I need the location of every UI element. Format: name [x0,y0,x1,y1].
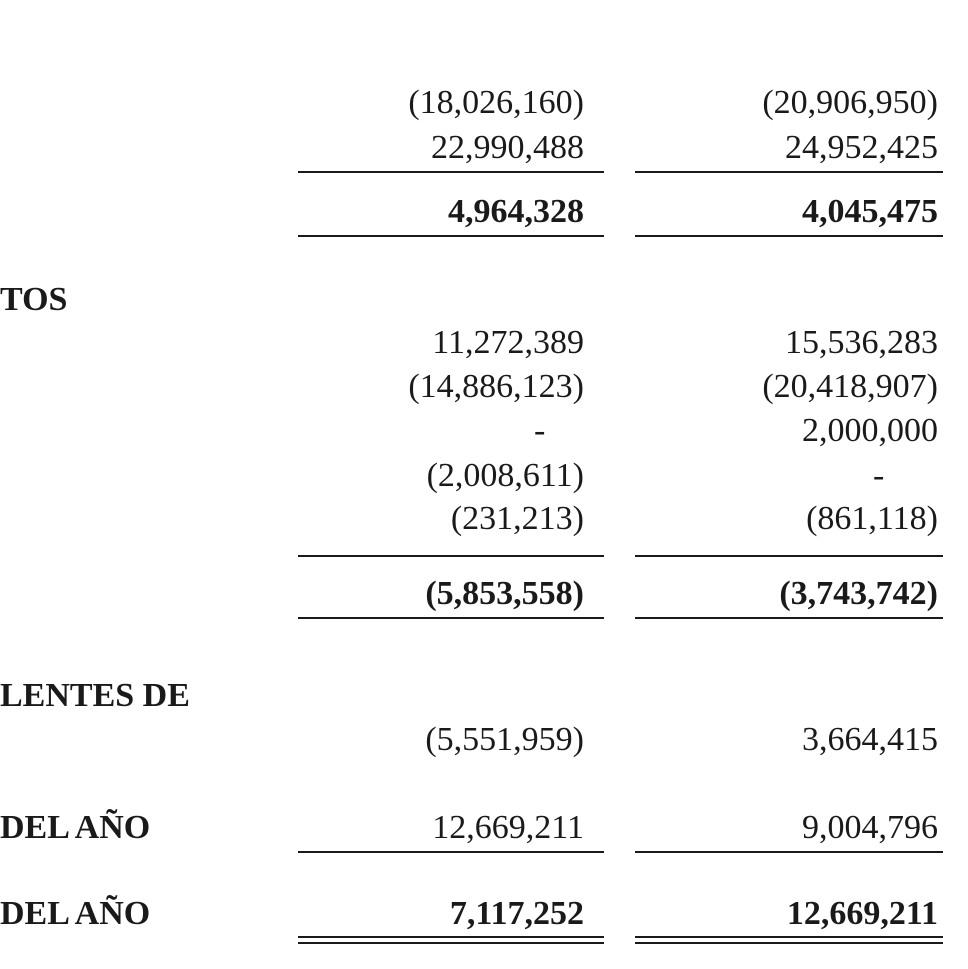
row-5-col-b: 2,000,000 [802,412,938,449]
row-6-col-a: (2,008,611) [426,457,584,494]
subtotal-1-col-a: 4,964,328 [448,193,584,230]
row-2-col-a: 22,990,488 [431,129,584,166]
beginning-year-col-b: 9,004,796 [802,809,938,846]
rule-subtotal2-bottom-a [298,617,604,619]
rule-subtotal1-bottom-a [298,235,604,237]
rule-end-double-1-b [635,936,943,938]
row-7-col-b: (861,118) [806,500,938,537]
rule-end-double-2-b [635,942,943,944]
subtotal-2-col-a: (5,853,558) [425,575,584,612]
row-5-col-a: - [534,412,546,449]
end-year-label: DEL AÑO [0,895,151,932]
rule-beginning-bottom-a [298,851,604,853]
rule-end-double-1-a [298,936,604,938]
row-2-col-b: 24,952,425 [785,129,938,166]
rule-subtotal1-top-a [298,171,604,173]
row-4-col-a: (14,886,123) [408,368,584,405]
rule-subtotal2-top-a [298,555,604,557]
financing-section-label: TOS [0,281,68,318]
row-1-col-b: (20,906,950) [762,84,938,121]
end-year-col-b: 12,669,211 [786,895,938,932]
rule-end-double-2-a [298,942,604,944]
beginning-year-col-a: 12,669,211 [432,809,584,846]
rule-beginning-bottom-b [635,851,943,853]
net-change-label: LENTES DE [0,677,190,714]
subtotal-1-col-b: 4,045,475 [802,193,938,230]
net-change-col-a: (5,551,959) [425,721,584,758]
row-6-col-b: - [873,457,885,494]
row-3-col-b: 15,536,283 [785,324,938,361]
rule-subtotal2-bottom-b [635,617,943,619]
end-year-col-a: 7,117,252 [449,895,584,932]
row-1-col-a: (18,026,160) [408,84,584,121]
beginning-year-label: DEL AÑO [0,809,151,846]
row-4-col-b: (20,418,907) [762,368,938,405]
rule-subtotal1-bottom-b [635,235,943,237]
row-3-col-a: 11,272,389 [432,324,584,361]
rule-subtotal1-top-b [635,171,943,173]
subtotal-2-col-b: (3,743,742) [779,575,938,612]
net-change-col-b: 3,664,415 [802,721,938,758]
rule-subtotal2-top-b [635,555,943,557]
row-7-col-a: (231,213) [450,500,584,537]
